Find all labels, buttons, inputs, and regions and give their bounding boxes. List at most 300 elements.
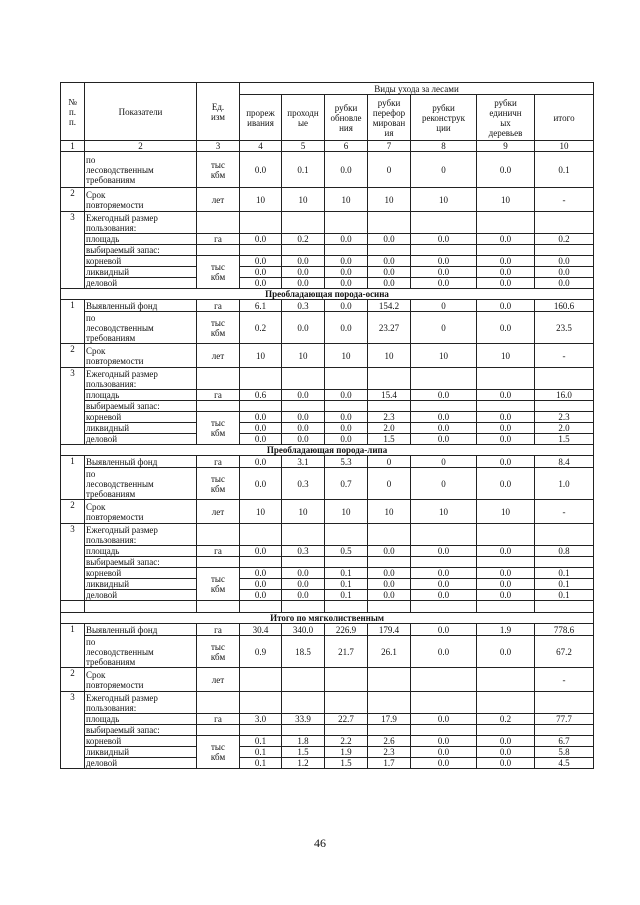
empty-cell — [535, 401, 594, 412]
row-number: 2 — [61, 188, 85, 212]
value-cell: 0.0 — [411, 256, 477, 267]
table-row — [61, 557, 594, 568]
value-cell: 0.0 — [411, 546, 477, 557]
value-cell: 0.7 — [325, 468, 368, 500]
value-cell: 0.9 — [240, 636, 282, 668]
value-cell: 0.0 — [325, 423, 368, 434]
header-num: 5 — [282, 141, 325, 152]
value-cell: 0.6 — [240, 390, 282, 401]
empty-cell — [197, 601, 240, 613]
empty-cell — [368, 245, 411, 256]
value-cell: 5.3 — [325, 456, 368, 468]
table-row — [61, 312, 594, 344]
empty-cell — [368, 601, 411, 613]
empty-cell — [85, 601, 197, 613]
value-cell: 0.0 — [477, 636, 535, 668]
value-cell: 0.0 — [240, 152, 282, 188]
value-cell: 0.0 — [240, 456, 282, 468]
empty-cell — [477, 245, 535, 256]
table-row — [61, 368, 594, 390]
value-cell: 0.0 — [240, 412, 282, 423]
value-cell: 10 — [282, 188, 325, 212]
table-row — [61, 300, 594, 312]
table-row — [61, 256, 594, 267]
row-label: по лесоводственным требованиям — [85, 312, 197, 344]
value-cell: 0.1 — [535, 579, 594, 590]
value-cell: 0.0 — [477, 300, 535, 312]
unit-cell: га — [197, 456, 240, 468]
table-row — [61, 747, 594, 758]
empty-cell — [282, 692, 325, 714]
value-cell: 0.0 — [282, 568, 325, 579]
value-cell: 0.0 — [368, 568, 411, 579]
value-cell: 0.0 — [411, 434, 477, 445]
header-num: 8 — [411, 141, 477, 152]
value-cell: 0.0 — [477, 278, 535, 289]
table-row — [61, 590, 594, 601]
value-cell: 0.0 — [477, 412, 535, 423]
empty-cell — [325, 725, 368, 736]
header-col: проходн ые — [282, 95, 325, 141]
value-cell: 1.9 — [325, 747, 368, 758]
empty-cell — [325, 368, 368, 390]
empty-cell — [282, 725, 325, 736]
unit-cell: лет — [197, 500, 240, 524]
value-cell: 0.0 — [325, 300, 368, 312]
table-row — [61, 234, 594, 245]
empty-cell — [477, 557, 535, 568]
unit-cell: лет — [197, 344, 240, 368]
value-cell: 1.5 — [368, 434, 411, 445]
empty-cell — [240, 401, 282, 412]
table-row — [61, 692, 594, 714]
value-cell: 0.0 — [477, 390, 535, 401]
value-cell: 1.7 — [368, 758, 411, 769]
row-label: Срок повторяемости — [85, 344, 197, 368]
value-cell: 154.2 — [368, 300, 411, 312]
unit-cell: лет — [197, 668, 240, 692]
value-cell: 2.0 — [368, 423, 411, 434]
value-cell: 0.0 — [411, 636, 477, 668]
value-cell: 0.0 — [535, 256, 594, 267]
empty-cell — [197, 557, 240, 568]
empty-cell — [282, 368, 325, 390]
table-row — [61, 390, 594, 401]
empty-cell — [535, 725, 594, 736]
value-cell: 0.0 — [535, 278, 594, 289]
unit-cell: га — [197, 624, 240, 636]
value-cell: 1.2 — [282, 758, 325, 769]
row-number: 3 — [61, 368, 85, 445]
value-cell: 0.0 — [477, 267, 535, 278]
value-cell: 0.0 — [325, 234, 368, 245]
empty-cell — [535, 245, 594, 256]
empty-cell — [535, 368, 594, 390]
value-cell: 0.0 — [282, 267, 325, 278]
value-cell: 0 — [368, 468, 411, 500]
value-cell: 0 — [411, 300, 477, 312]
value-cell: 0.0 — [477, 423, 535, 434]
row-label: корневой — [85, 736, 197, 747]
value-cell: 0.0 — [368, 546, 411, 557]
empty-cell — [282, 601, 325, 613]
value-cell: 1.5 — [325, 758, 368, 769]
value-cell: 0.3 — [282, 300, 325, 312]
empty-cell — [411, 212, 477, 234]
value-cell: 10 — [411, 500, 477, 524]
value-cell: 0.0 — [282, 312, 325, 344]
row-label: по лесоводственным требованиям — [85, 468, 197, 500]
value-cell: 0.0 — [411, 590, 477, 601]
value-cell: 15.4 — [368, 390, 411, 401]
value-cell: 0.0 — [411, 267, 477, 278]
empty-cell — [368, 524, 411, 546]
empty-cell — [240, 725, 282, 736]
value-cell: 17.9 — [368, 714, 411, 725]
empty-cell — [535, 692, 594, 714]
header-col: рубки обновле ния — [325, 95, 368, 141]
value-cell: 0.0 — [240, 234, 282, 245]
empty-cell — [368, 725, 411, 736]
row-label: Срок повторяемости — [85, 500, 197, 524]
value-cell: 0.0 — [477, 312, 535, 344]
value-cell: 0.0 — [368, 234, 411, 245]
empty-cell — [368, 557, 411, 568]
table-row — [61, 344, 594, 368]
value-cell: 10 — [477, 500, 535, 524]
value-cell: 10 — [368, 188, 411, 212]
empty-cell — [411, 725, 477, 736]
value-cell: 0.0 — [411, 423, 477, 434]
value-cell: 1.9 — [477, 624, 535, 636]
empty-cell — [282, 524, 325, 546]
value-cell: 0.0 — [477, 747, 535, 758]
value-cell: 0.0 — [282, 434, 325, 445]
empty-cell — [282, 245, 325, 256]
table-row — [61, 188, 594, 212]
value-cell: 0.2 — [535, 234, 594, 245]
unit-cell: тыс кбм — [197, 468, 240, 500]
value-cell: 8.4 — [535, 456, 594, 468]
empty-cell — [325, 212, 368, 234]
row-number: 3 — [61, 692, 85, 769]
empty-cell — [368, 692, 411, 714]
row-number: 3 — [61, 524, 85, 601]
header-num: 10 — [535, 141, 594, 152]
empty-cell — [368, 212, 411, 234]
value-cell: 0.0 — [282, 579, 325, 590]
header-num: 4 — [240, 141, 282, 152]
empty-cell — [411, 557, 477, 568]
empty-cell — [411, 692, 477, 714]
value-cell: 0.0 — [477, 234, 535, 245]
value-cell: 0.0 — [240, 256, 282, 267]
value-cell: 0.0 — [240, 579, 282, 590]
empty-cell — [368, 401, 411, 412]
value-cell: 0.1 — [325, 568, 368, 579]
row-number: 3 — [61, 212, 85, 289]
row-label: корневой — [85, 412, 197, 423]
header-no: № п. п. — [61, 83, 85, 141]
value-cell: 0.0 — [477, 546, 535, 557]
table-row — [61, 456, 594, 468]
table-row — [61, 668, 594, 692]
value-cell: 0.0 — [282, 390, 325, 401]
value-cell: 10 — [325, 500, 368, 524]
value-cell: 10 — [282, 344, 325, 368]
value-cell: 2.2 — [325, 736, 368, 747]
value-cell: 0.0 — [282, 256, 325, 267]
value-cell: 3.1 — [282, 456, 325, 468]
header-num: 7 — [368, 141, 411, 152]
row-label: площадь — [85, 714, 197, 725]
row-label: по лесоводственным требованиям — [85, 152, 197, 188]
row-label: Срок повторяемости — [85, 668, 197, 692]
value-cell: 77.7 — [535, 714, 594, 725]
value-cell: 0.0 — [411, 758, 477, 769]
value-cell: 179.4 — [368, 624, 411, 636]
empty-cell — [477, 401, 535, 412]
value-cell: 0.0 — [325, 312, 368, 344]
row-label: деловой — [85, 278, 197, 289]
table-row — [61, 736, 594, 747]
value-cell: 0 — [368, 152, 411, 188]
value-cell: 10 — [411, 344, 477, 368]
value-cell: 2.3 — [535, 412, 594, 423]
value-cell: 2.0 — [535, 423, 594, 434]
table-row — [61, 725, 594, 736]
empty-cell — [325, 524, 368, 546]
empty-cell — [240, 601, 282, 613]
table-row — [61, 568, 594, 579]
empty-cell — [477, 524, 535, 546]
unit-cell: тыс кбм — [197, 736, 240, 769]
value-cell: 0.0 — [411, 234, 477, 245]
table-row — [61, 601, 594, 613]
value-cell: - — [535, 188, 594, 212]
value-cell: 16.0 — [535, 390, 594, 401]
unit-cell: га — [197, 300, 240, 312]
empty-cell — [535, 557, 594, 568]
value-cell: 10 — [411, 188, 477, 212]
row-number: 1 — [61, 456, 85, 500]
empty-cell — [411, 401, 477, 412]
unit-cell: тыс кбм — [197, 312, 240, 344]
row-label: ликвидный — [85, 747, 197, 758]
header-group: Виды ухода за лесами — [240, 83, 594, 95]
table-row — [61, 278, 594, 289]
empty-cell — [368, 368, 411, 390]
empty-cell — [535, 524, 594, 546]
empty-cell — [197, 212, 240, 234]
row-label: Ежегодный размер пользования: — [85, 524, 197, 546]
value-cell: 0.0 — [325, 152, 368, 188]
value-cell: 10 — [325, 188, 368, 212]
value-cell: 21.7 — [325, 636, 368, 668]
value-cell: 0.0 — [368, 267, 411, 278]
row-number — [61, 152, 85, 188]
value-cell: 4.5 — [535, 758, 594, 769]
value-cell: 0.0 — [411, 390, 477, 401]
value-cell: 0.0 — [477, 758, 535, 769]
empty-cell — [240, 245, 282, 256]
page-number: 46 — [314, 836, 326, 850]
value-cell: 0.0 — [535, 267, 594, 278]
value-cell: 22.7 — [325, 714, 368, 725]
row-number: 1 — [61, 300, 85, 344]
empty-cell — [325, 601, 368, 613]
empty-cell — [411, 245, 477, 256]
table-row — [61, 445, 594, 456]
row-label: Выявленный фонд — [85, 300, 197, 312]
value-cell: 0 — [368, 456, 411, 468]
value-cell: 226.9 — [325, 624, 368, 636]
table-row — [61, 468, 594, 500]
row-label: Ежегодный размер пользования: — [85, 692, 197, 714]
value-cell: 30.4 — [240, 624, 282, 636]
value-cell: 0.0 — [325, 390, 368, 401]
value-cell: 0.0 — [477, 736, 535, 747]
header-num: 6 — [325, 141, 368, 152]
value-cell: 3.0 — [240, 714, 282, 725]
unit-cell: тыс кбм — [197, 412, 240, 445]
value-cell: 0.0 — [411, 579, 477, 590]
value-cell: 10 — [368, 344, 411, 368]
table-row — [61, 212, 594, 234]
value-cell: 2.3 — [368, 412, 411, 423]
header-col: рубки единичн ых деревьев — [477, 95, 535, 141]
section-title: Преобладающая порода-липа — [61, 445, 594, 456]
value-cell: 0.0 — [477, 468, 535, 500]
table-row — [61, 423, 594, 434]
table-row — [61, 245, 594, 256]
value-cell: 0.0 — [240, 590, 282, 601]
row-number: 2 — [61, 344, 85, 368]
row-label: выбираемый запас: — [85, 245, 197, 256]
unit-cell: тыс кбм — [197, 152, 240, 188]
value-cell: 0.3 — [282, 546, 325, 557]
value-cell: 0.0 — [282, 423, 325, 434]
value-cell: 10 — [477, 188, 535, 212]
value-cell: 0.0 — [240, 434, 282, 445]
empty-cell — [411, 524, 477, 546]
header-num: 2 — [85, 141, 197, 152]
row-number: 2 — [61, 500, 85, 524]
value-cell: 0.1 — [240, 758, 282, 769]
value-cell — [411, 668, 477, 692]
header-num: 9 — [477, 141, 535, 152]
value-cell: 6.1 — [240, 300, 282, 312]
value-cell: 0.0 — [368, 278, 411, 289]
value-cell: 0.0 — [477, 256, 535, 267]
value-cell: 0.2 — [282, 234, 325, 245]
empty-cell — [197, 725, 240, 736]
value-cell: 0.0 — [411, 624, 477, 636]
value-cell: 1.5 — [535, 434, 594, 445]
table-row — [61, 524, 594, 546]
empty-cell — [197, 245, 240, 256]
value-cell: 5.8 — [535, 747, 594, 758]
value-cell: 0.1 — [535, 152, 594, 188]
value-cell: - — [535, 344, 594, 368]
empty-cell — [197, 692, 240, 714]
value-cell — [325, 668, 368, 692]
table-row — [61, 289, 594, 300]
value-cell: 0.0 — [282, 412, 325, 423]
row-label: корневой — [85, 256, 197, 267]
value-cell: 0.0 — [282, 590, 325, 601]
unit-cell: тыс кбм — [197, 568, 240, 601]
row-label: Ежегодный размер пользования: — [85, 212, 197, 234]
row-label: ликвидный — [85, 579, 197, 590]
table-row — [61, 546, 594, 557]
value-cell: 0.0 — [240, 546, 282, 557]
value-cell: 0.0 — [240, 278, 282, 289]
row-label: корневой — [85, 568, 197, 579]
value-cell: 0.1 — [535, 568, 594, 579]
empty-cell — [61, 601, 85, 613]
empty-cell — [197, 524, 240, 546]
value-cell: 0.1 — [282, 152, 325, 188]
value-cell: 0.0 — [325, 412, 368, 423]
table-row — [61, 624, 594, 636]
row-label: выбираемый запас: — [85, 725, 197, 736]
value-cell: 0.0 — [411, 747, 477, 758]
empty-cell — [325, 692, 368, 714]
value-cell: 0.0 — [325, 267, 368, 278]
value-cell: 0.1 — [535, 590, 594, 601]
section-title: Преобладающая порода-осина — [61, 289, 594, 300]
unit-cell: тыс кбм — [197, 636, 240, 668]
row-label: деловой — [85, 590, 197, 601]
row-label: Ежегодный размер пользования: — [85, 368, 197, 390]
forest-care-table — [60, 82, 594, 769]
value-cell: 0.0 — [411, 412, 477, 423]
value-cell: 10 — [240, 500, 282, 524]
empty-cell — [325, 401, 368, 412]
value-cell: 10 — [240, 188, 282, 212]
empty-cell — [240, 212, 282, 234]
empty-cell — [477, 368, 535, 390]
value-cell: 0.0 — [240, 267, 282, 278]
empty-cell — [477, 212, 535, 234]
value-cell: 0.0 — [325, 256, 368, 267]
row-label: площадь — [85, 546, 197, 557]
value-cell: 10 — [325, 344, 368, 368]
value-cell: 0.0 — [411, 714, 477, 725]
value-cell: 0.0 — [368, 590, 411, 601]
value-cell: 2.6 — [368, 736, 411, 747]
value-cell: 0 — [411, 312, 477, 344]
table-row — [61, 434, 594, 445]
row-label: деловой — [85, 434, 197, 445]
table-row — [61, 141, 594, 152]
value-cell: 2.3 — [368, 747, 411, 758]
value-cell — [240, 668, 282, 692]
table-row — [61, 714, 594, 725]
header-unit: Ед. изм — [197, 83, 240, 141]
empty-cell — [240, 368, 282, 390]
value-cell: 23.5 — [535, 312, 594, 344]
row-label: деловой — [85, 758, 197, 769]
empty-cell — [535, 601, 594, 613]
value-cell: 18.5 — [282, 636, 325, 668]
value-cell: 0.0 — [368, 256, 411, 267]
row-label: Выявленный фонд — [85, 624, 197, 636]
table-row — [61, 401, 594, 412]
table-row — [61, 267, 594, 278]
value-cell: 0 — [411, 152, 477, 188]
